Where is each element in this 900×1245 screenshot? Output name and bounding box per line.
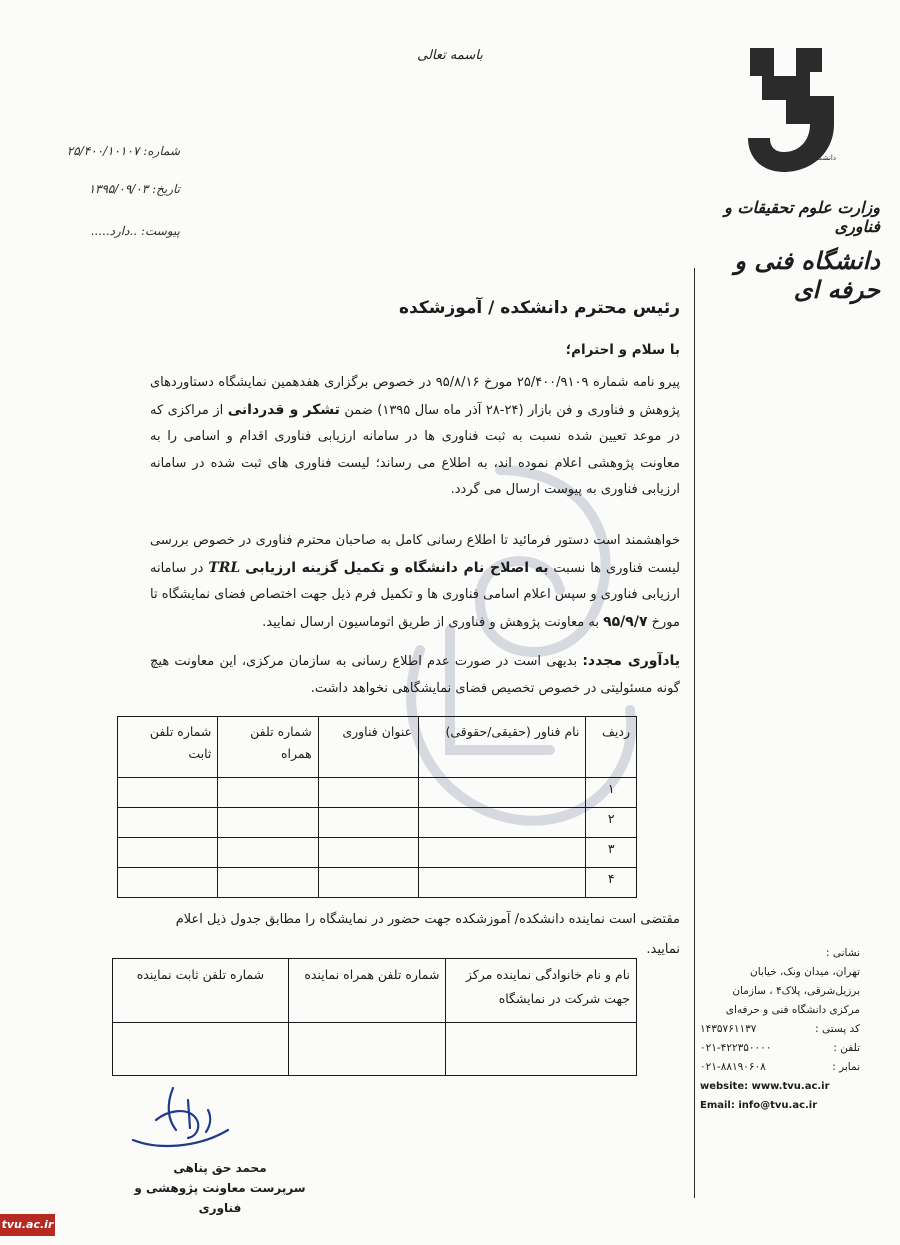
date-label: تاریخ: [152,182,180,196]
representative-table [112,958,637,1076]
table-cell[interactable] [318,808,418,838]
col-mobile-phone: شماره تلفن همراه [218,717,318,778]
col-technology-title: عنوان فناوری [318,717,418,778]
table-cell[interactable] [118,808,218,838]
university-name: دانشگاه فنی و حرفه ای [734,246,880,304]
postal-label: کد پستی : [815,1023,860,1035]
table-cell[interactable] [419,808,586,838]
date-value: ۱۳۹۵/۰۹/۰۳ [88,182,149,196]
table-cell[interactable] [218,808,318,838]
row-number: ۱ [586,778,637,808]
col-representative-mobile: شماره تلفن همراه نماینده [288,959,446,1023]
website-link[interactable]: website: www.tvu.ac.ir [700,1081,830,1092]
attach-label: پیوست: [140,224,180,238]
table-row [118,868,637,898]
col-representative-landline: شماره تلفن ثابت نماینده [113,959,289,1023]
table-row [118,778,637,808]
fax-row [700,1058,860,1077]
p2-deadline: ۹۵/۹/۷ [603,613,648,630]
table-header-row [113,959,637,1023]
header-divider [694,268,695,1198]
p2-bold: به اصلاح نام دانشگاه و تکمیل گزینه ارزیابی [245,559,549,576]
technology-table [117,716,637,898]
phone-label: تلفن : [833,1042,860,1054]
table-cell[interactable] [419,778,586,808]
letter-number [40,144,180,158]
reminder-text: بدیهی است در صورت عدم اطلاع رسانی به سازمان مرکزی، این معاونت هیچ گونه مسئولیتی در خصوص تخصیص فضای نمایشگاهی نخواهد داشت. [150,654,680,696]
table-cell[interactable] [318,778,418,808]
table-cell[interactable] [218,778,318,808]
col-technologist-name: نام فناور (حقیقی/حقوقی) [419,717,586,778]
p2-text-b: در سامانه ارزیابی فناوری و سپس اعلام اسامی فناوری ها و تکمیل فرم ذیل جهت اختصاص فضای نمایشگاه تا مورخ [150,560,680,630]
table-cell[interactable] [318,838,418,868]
row-number: ۴ [586,868,637,898]
reminder-label: یادآوری مجدد: [582,653,681,669]
table-cell[interactable] [118,838,218,868]
table-cell[interactable] [318,868,418,898]
col-landline-phone: شماره تلفن ثابت [118,717,218,778]
contact-address: تهران، میدان ونک، خیابان برزیل‌شرقی، پلاک۴ ، سازمان مرکزی دانشگاه فنی و حرفه‌ای [725,966,860,1016]
table-cell[interactable] [288,1023,446,1076]
representative-request: مقتضی است نماینده دانشکده/ آموزشکده جهت حضور در نمایشگاه را مطابق جدول ذیل اعلام نمایید. [175,912,680,957]
addressee: رئیس محترم دانشکده / آموزشکده [398,298,680,318]
table-cell[interactable] [419,838,586,868]
handwritten-signature [128,1080,238,1160]
email-link[interactable]: Email: info@tvu.ac.ir [700,1100,818,1111]
university-logo [740,42,840,178]
table-cell[interactable] [218,838,318,868]
fax-label: نمابر : [832,1061,860,1073]
paragraph-1 [150,370,680,504]
letter-attachment [40,224,180,238]
phone-row [700,1039,860,1058]
bismillah-heading: باسمه تعالی [417,48,483,63]
fax-number: ۰۲۱-۸۸۱۹۰۶۰۸ [700,1061,766,1073]
letter-date [40,182,180,196]
p2-text-c: به معاونت پژوهش و فناوری از طریق اتوماسیون ارسال نمایید. [262,614,599,630]
table-cell[interactable] [118,778,218,808]
phone-number: ۰۲۱-۴۲۲۳۵۰۰۰۰ [700,1042,772,1054]
table-row [113,1023,637,1076]
p1-bold: تشکر و قدردانی [227,401,340,418]
row-number: ۲ [586,808,637,838]
number-label: شماره: [143,144,180,158]
contact-title: نشانی : [825,947,860,959]
logo-caption: دانشگاه فنی و حرفه ای [766,154,836,162]
table-cell[interactable] [113,1023,289,1076]
col-representative-name: نام و نام خانوادگی نماینده مرکز جهت شرکت در نمایشگاه [446,959,637,1023]
ministry-name: وزارت علوم تحقیقات و فناوری [724,198,880,236]
postal-code: ۱۴۳۵۷۶۱۱۳۷ [700,1023,757,1035]
signatory [120,1158,320,1218]
row-number: ۳ [586,838,637,868]
table-row [118,838,637,868]
p1-text-a: پیرو نامه شماره ۲۵/۴۰۰/۹۱۰۹ مورخ ۹۵/۸/۱۶ در خصوص برگزاری هفدهمین نمایشگاه دستاوردهای پژوهش و فناوری و فن بازار (۲۴-۲۸ آذر ماه سال ۱۳۹۵) ضمن [150,375,681,418]
table-cell[interactable] [218,868,318,898]
site-badge[interactable]: tvu.ac.ir [0,1214,55,1236]
number-value: ۲۵/۴۰۰/۱۰۱۰۷ [66,144,140,158]
col-row-number: ردیف [586,717,637,778]
contact-info [700,944,860,1115]
attach-value: ..دارد..... [90,224,138,238]
paragraph-2 [150,528,680,636]
table-header-row [118,717,637,778]
table-cell[interactable] [419,868,586,898]
table-cell[interactable] [118,868,218,898]
signatory-name: محمد حق پناهی [173,1161,267,1175]
p1-text-b: از مراکزی که در موعد تعیین شده نسبت به ثبت فناوری ها در سامانه ارزیابی فناوری اقدام و اسامی را به معاونت پژوهشی اعلام نموده اند، به اطلاع می رساند؛ لیست فناوری های ثبت شده در سامانه ارزیابی فناوری به پیوست ارسال می گردد. [150,402,680,497]
p2-text-a: خواهشمند است دستور فرمائید تا اطلاع رسانی کامل به صاحبان محترم فناوری در خصوص بررسی لیست فناوری ها نسبت [150,533,680,576]
greeting: با سلام و احترام؛ [565,342,680,358]
reminder-paragraph [150,648,680,702]
table-row [118,808,637,838]
p2-trl: TRL [208,559,241,576]
postal-row [700,1020,860,1039]
table-cell[interactable] [446,1023,637,1076]
signatory-title: سرپرست معاونت پژوهشی و فناوری [134,1181,306,1215]
